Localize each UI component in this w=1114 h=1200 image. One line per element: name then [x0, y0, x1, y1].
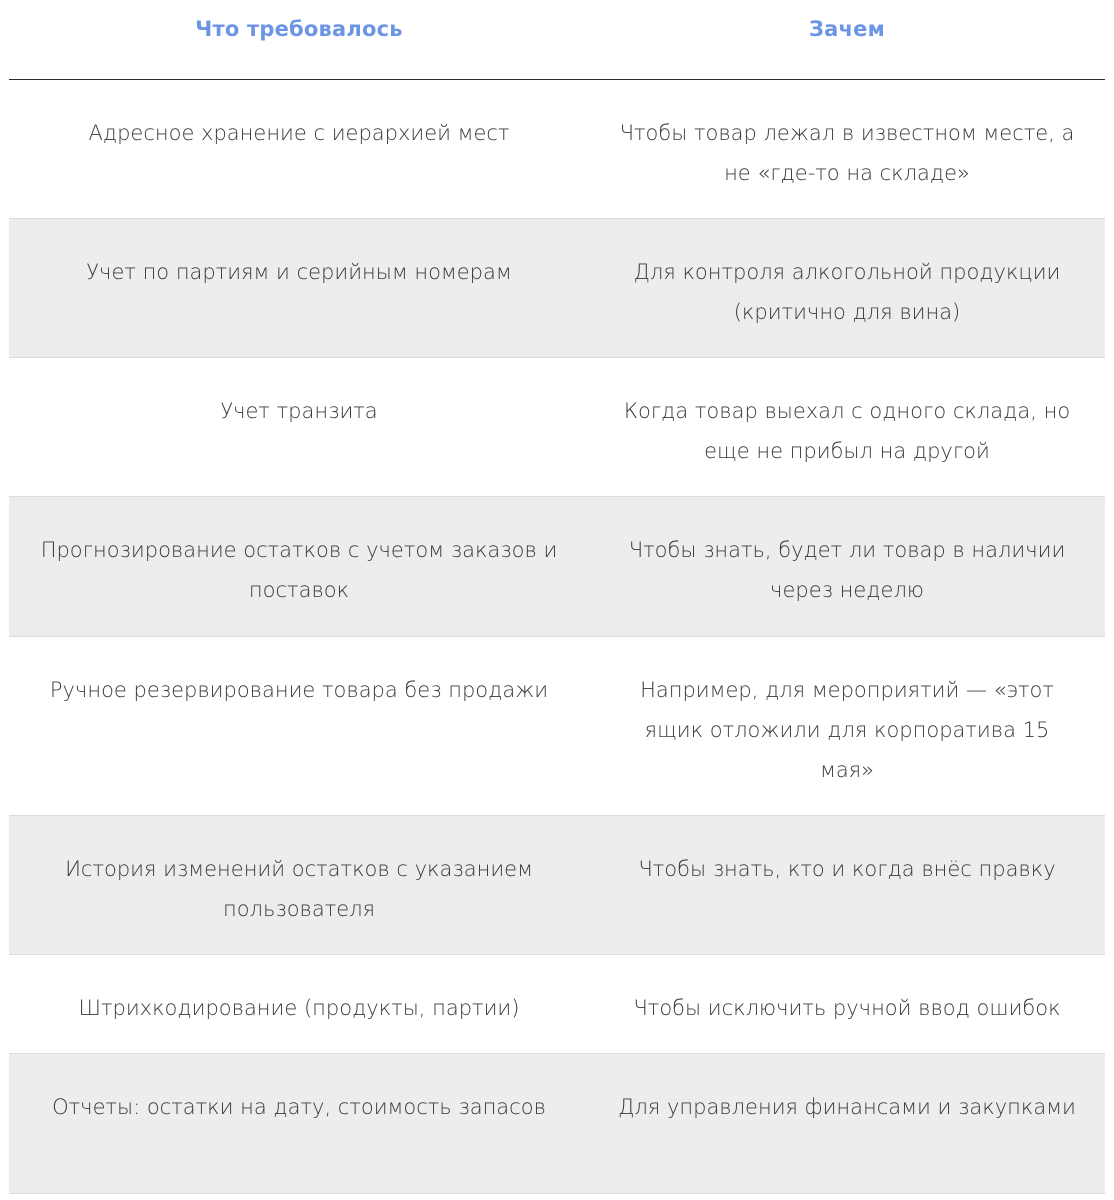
- reason-cell: Для контроля алкогольной продукции (критично для вина): [633, 260, 1061, 324]
- table-row: [9, 816, 1105, 955]
- table-row: [9, 358, 1105, 497]
- reason-cell: Например, для мероприятий — «этот ящик отложили для корпоратива 15 мая»: [640, 678, 1054, 782]
- header-reason: Зачем: [809, 17, 885, 41]
- requirement-cell: Ручное резервирование товара без продажи: [49, 678, 549, 702]
- reason-cell: Чтобы знать, будет ли товар в наличии через неделю: [628, 538, 1066, 602]
- requirement-cell: Адресное хранение с иерархией мест: [88, 121, 510, 145]
- table-row: [9, 497, 1105, 637]
- requirement-cell: Прогнозирование остатков с учетом заказов и поставок: [40, 538, 558, 602]
- header-requirement: Что требовалось: [195, 17, 403, 41]
- requirements-table: [9, 0, 1105, 1194]
- reason-cell: Чтобы товар лежал в известном месте, а не «где-то на складе»: [619, 121, 1075, 185]
- reason-cell: Чтобы знать, кто и когда внёс правку: [638, 857, 1056, 881]
- table-row: [9, 80, 1105, 219]
- table-row: [9, 637, 1105, 816]
- requirement-cell: Штрихкодирование (продукты, партии): [78, 996, 520, 1020]
- table-header: [9, 0, 1105, 80]
- table-row: [9, 219, 1105, 358]
- reason-cell: Чтобы исключить ручной ввод ошибок: [633, 996, 1061, 1020]
- reason-cell: Для управления финансами и закупками: [618, 1095, 1076, 1119]
- table-row: [9, 955, 1105, 1054]
- requirement-cell: Отчеты: остатки на дату, стоимость запасов: [52, 1095, 546, 1119]
- requirement-cell: Учет по партиям и серийным номерам: [86, 260, 512, 284]
- reason-cell: Когда товар выехал с одного склада, но еще не прибыл на другой: [623, 399, 1071, 463]
- requirement-cell: Учет транзита: [220, 399, 378, 423]
- requirement-cell: История изменений остатков с указанием пользователя: [65, 857, 533, 921]
- table-row: [9, 1054, 1105, 1194]
